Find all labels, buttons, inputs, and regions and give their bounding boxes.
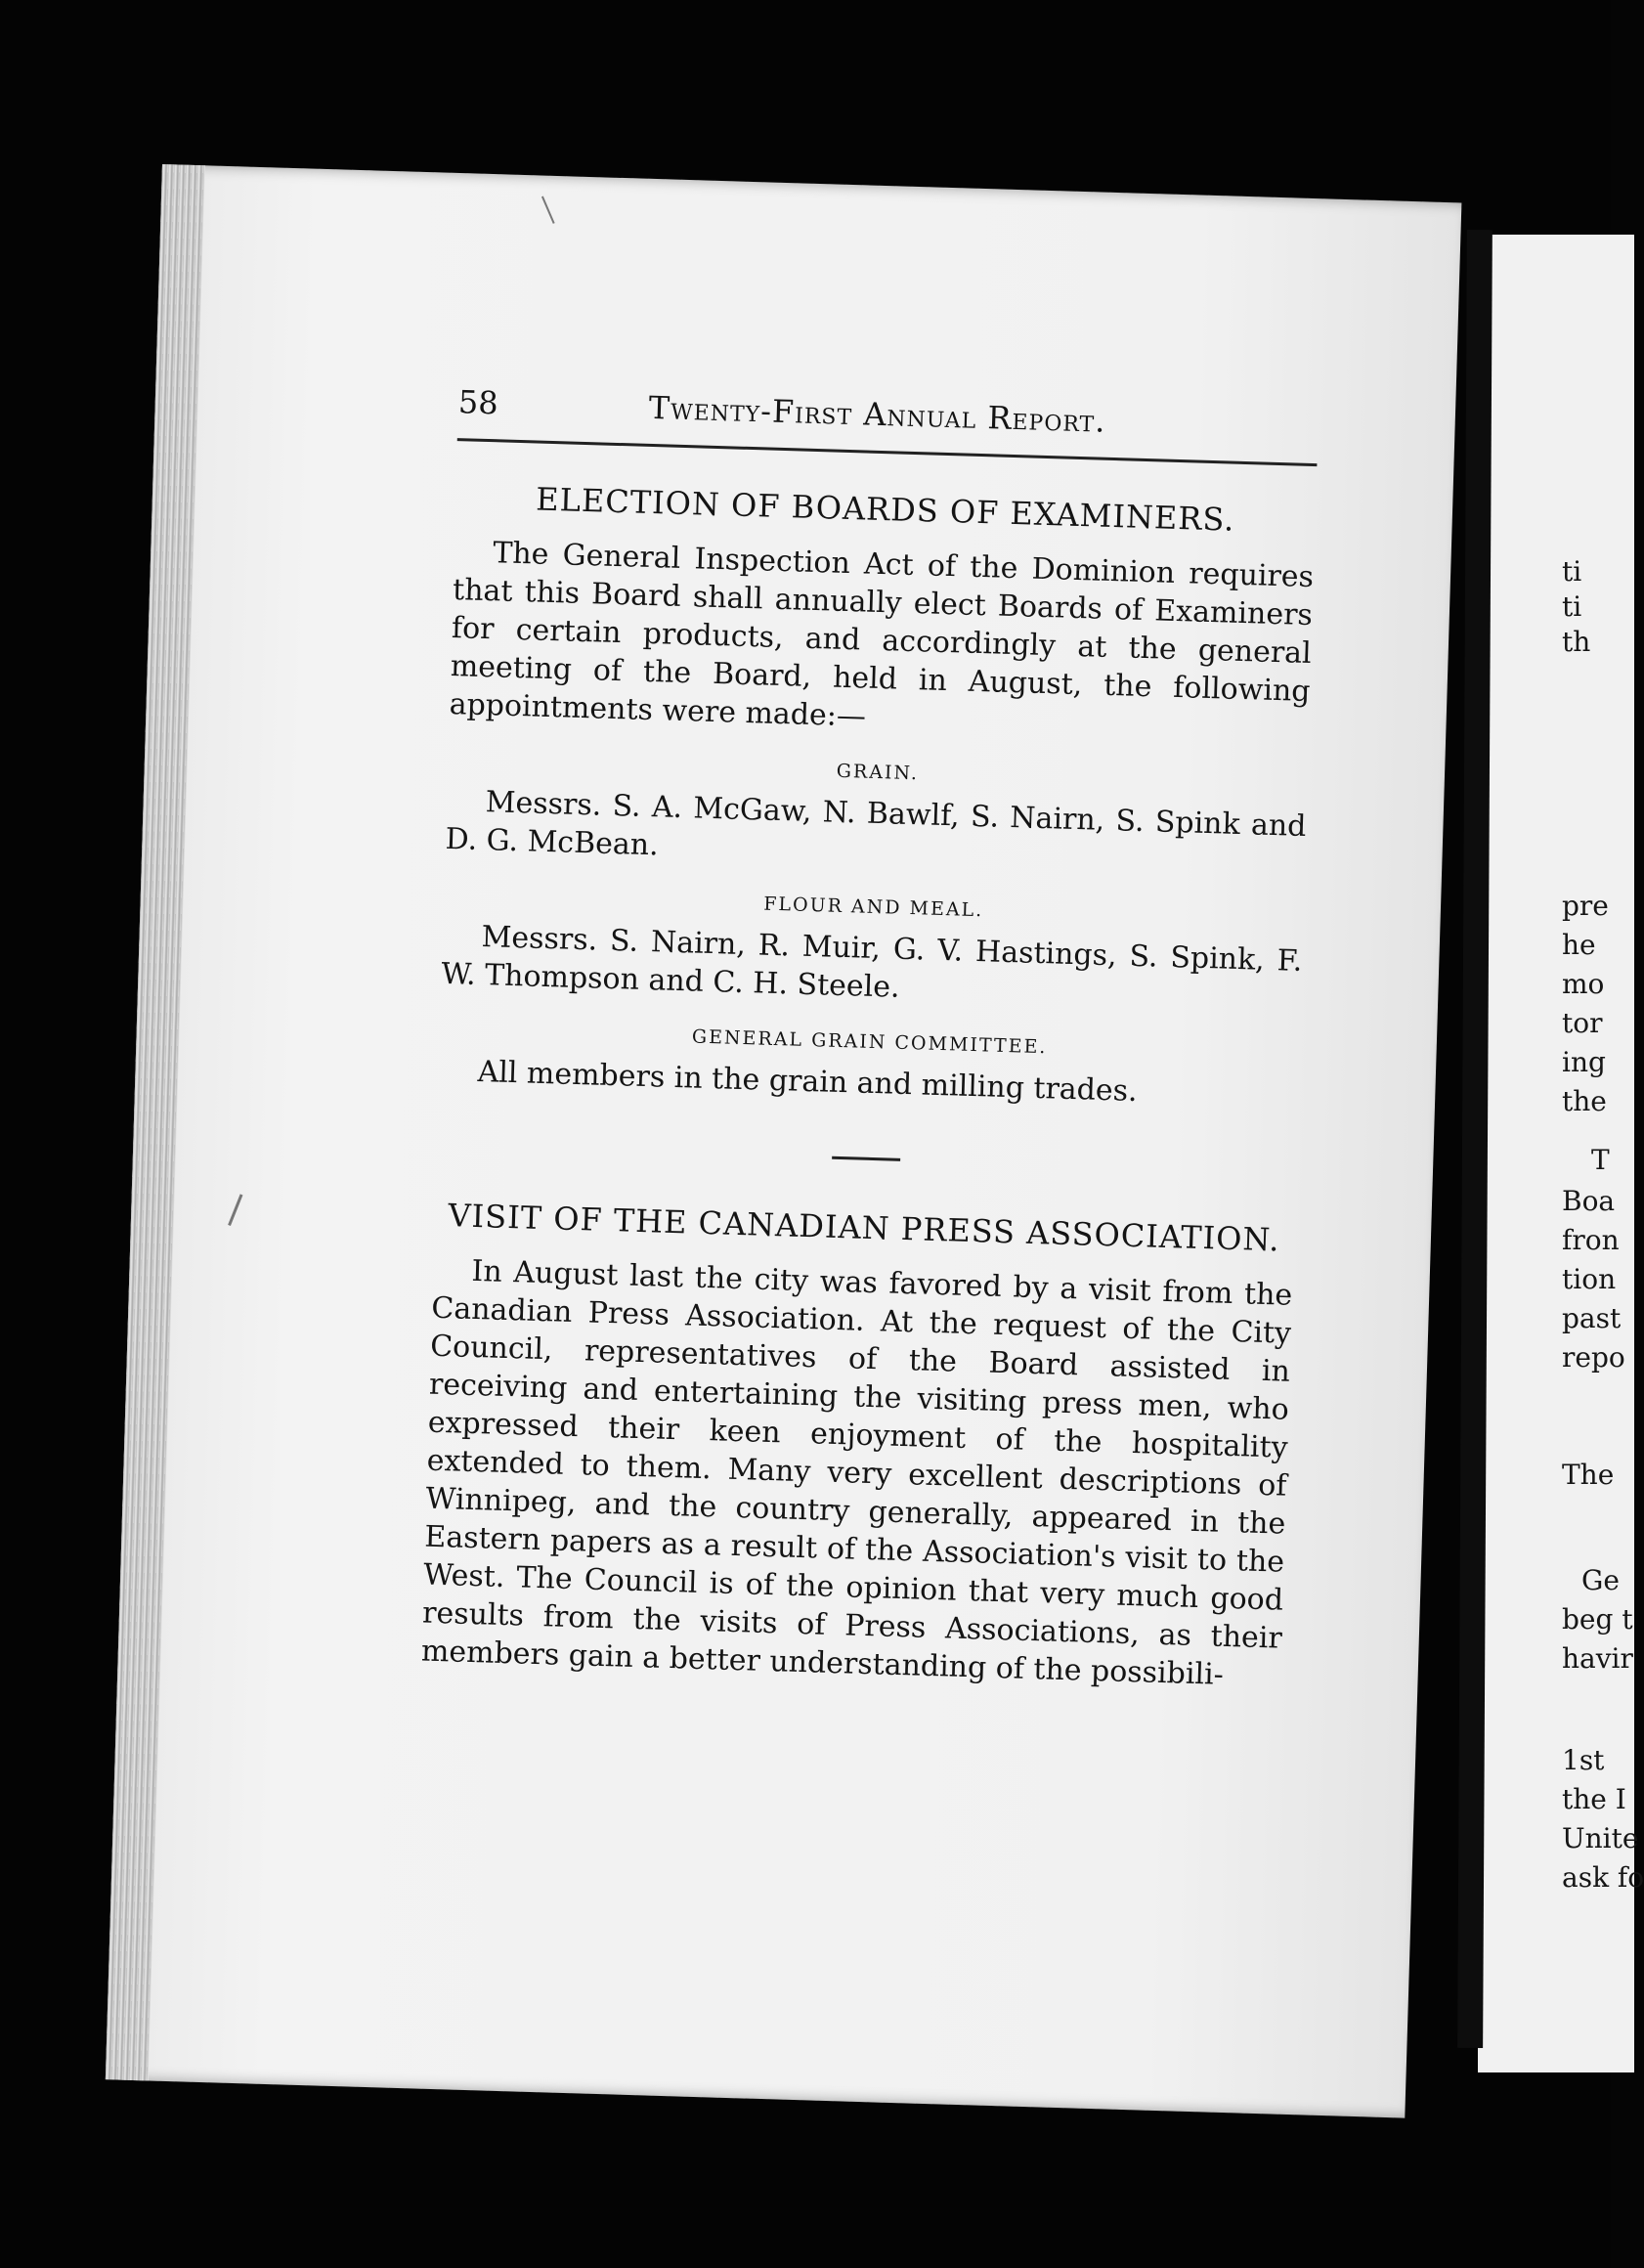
paragraph: The General Inspection Act of the Dominion requires that this Board shall annually elect Boards of Examiners for certain products, and accordingly at the general meeting of the Board, held in August, the following appointments were made:—	[449, 536, 1315, 734]
sub-heading-flour: FLOUR AND MEAL.	[762, 893, 984, 922]
sub-heading-committee: GENERAL GRAIN COMMITTEE.	[691, 1025, 1048, 1059]
committee-members: All members in the grain and milling trades.	[477, 1054, 1139, 1110]
flour-examiners: Messrs. S. Nairn, R. Muir, G. V. Hastings, S. Spink, F. W. Thompson and C. H. Steele.	[441, 920, 1303, 1005]
running-head	[457, 373, 1319, 458]
facing-fragment: tor	[1562, 1007, 1603, 1039]
facing-fragment: mo	[1562, 968, 1605, 1000]
running-head-title: Twenty-First Annual Report.	[648, 388, 1107, 440]
facing-fragment: ing	[1562, 1046, 1606, 1078]
facing-fragment: he	[1562, 929, 1596, 961]
facing-fragment: the	[1562, 1085, 1607, 1117]
facing-fragment: The	[1562, 1459, 1615, 1491]
grain-examiners: Messrs. S. A. McGaw, N. Bawlf, S. Nairn, S. Spink and D. G. McBean.	[445, 785, 1307, 863]
facing-fragment: ti	[1562, 590, 1582, 623]
page-text	[420, 373, 1319, 1696]
facing-fragment: beg t	[1562, 1603, 1633, 1636]
facing-fragment: Ge	[1581, 1564, 1620, 1596]
page-edges	[106, 164, 205, 2080]
facing-fragment: ti	[1562, 555, 1582, 588]
page-number: 58	[457, 383, 499, 422]
facing-fragment: repo	[1562, 1341, 1625, 1374]
facing-fragment: past	[1562, 1302, 1622, 1334]
facing-fragment: Boa	[1562, 1185, 1616, 1217]
facing-fragment: pre	[1562, 890, 1609, 922]
book-page	[106, 164, 1462, 2118]
paragraph: In August last the city was favored by a visit from the Canadian Press Association. At the request of the City Council, representatives of the Board assisted in receiving and entertaining the visiting press men, who expressed their keen enjoyment of the hospitality extended to them. Many very excellent descriptions of Winnipeg, and the country generally, appeared in the Eastern papers as a result of the Association's visit to the West. The Council is of the opinion that very much good results from the visits of Press Associations, as their members gain a better understanding of the possibili-	[420, 1253, 1293, 1692]
facing-fragment: havir	[1562, 1642, 1633, 1675]
scan-mark	[541, 196, 555, 224]
section-heading: VISIT OF THE CANADIAN PRESS ASSOCIATION.	[447, 1197, 1281, 1259]
facing-fragment: T	[1591, 1144, 1610, 1176]
facing-fragment: ask fo	[1562, 1861, 1644, 1894]
facing-fragment: fron	[1562, 1224, 1620, 1256]
section-divider	[832, 1156, 900, 1161]
sub-heading-grain: GRAIN.	[836, 760, 920, 785]
facing-fragment: 1st	[1562, 1744, 1605, 1776]
facing-fragment: Unite	[1562, 1822, 1639, 1854]
facing-fragment: th	[1562, 626, 1591, 658]
scan-mark	[228, 1194, 242, 1226]
facing-fragment: tion	[1562, 1263, 1617, 1295]
section-heading: ELECTION OF BOARDS OF EXAMINERS.	[535, 480, 1235, 539]
facing-fragment: the I	[1562, 1783, 1626, 1815]
